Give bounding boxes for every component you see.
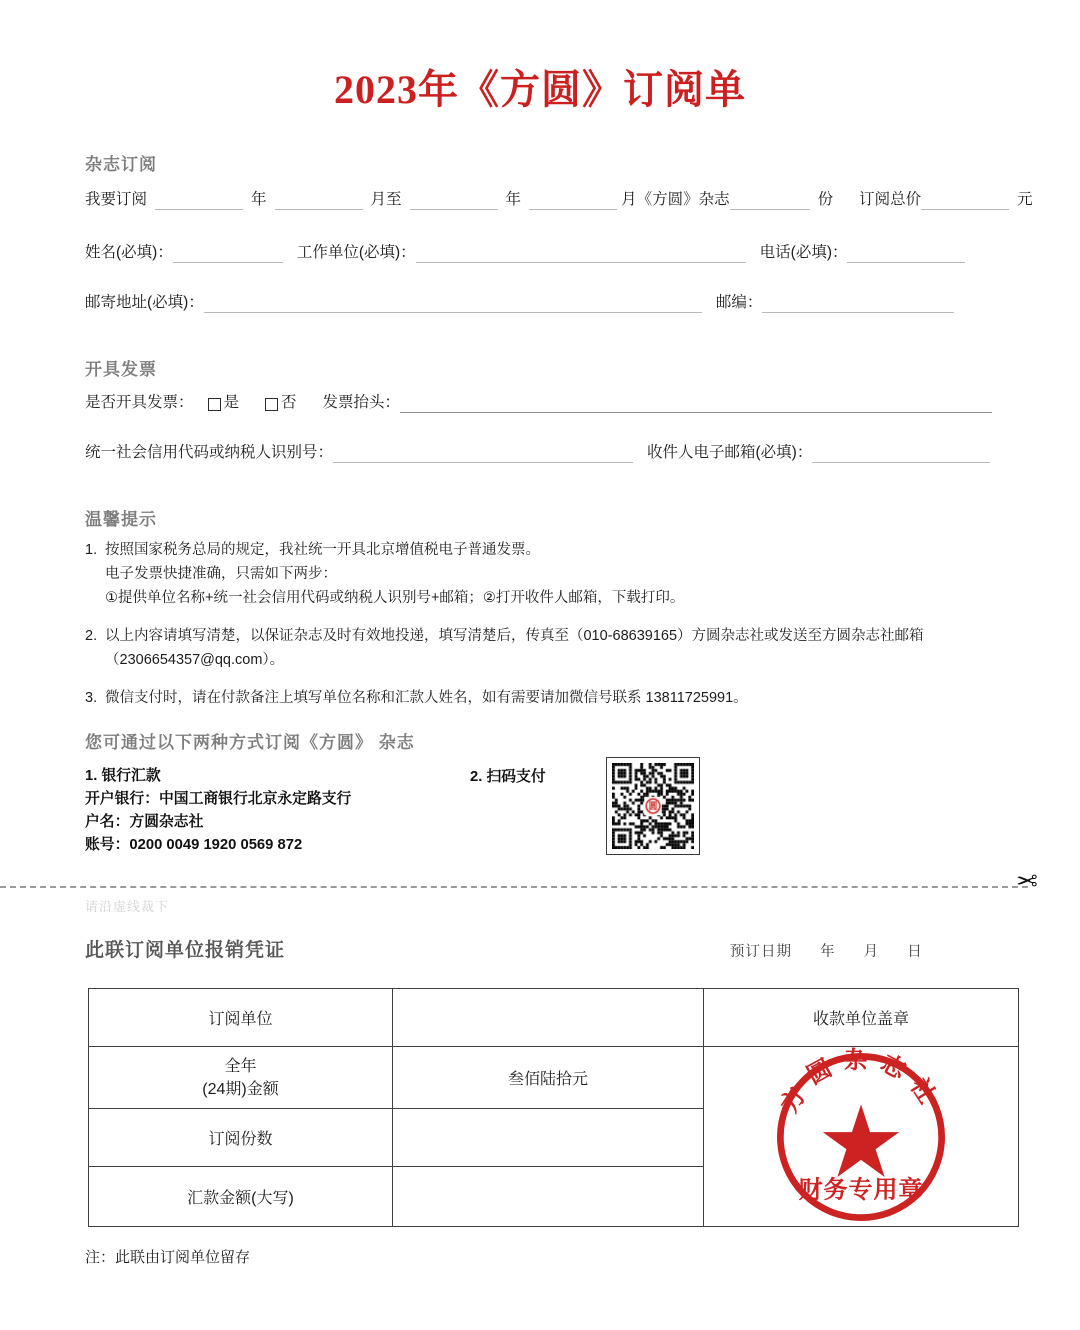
invoice-taxid-row: [85, 443, 990, 463]
tip-item: [85, 624, 924, 672]
table-row: [89, 1047, 1019, 1109]
copies-input[interactable]: [730, 193, 810, 210]
voucher-date-year[interactable]: 年: [820, 944, 836, 960]
annual-label-line2: (24期)金额: [202, 1080, 279, 1098]
bank-transfer-block: [85, 765, 351, 857]
subscribe-lead-label: 我要订阅: [85, 191, 148, 208]
total-price-unit: 元: [1017, 191, 1033, 208]
invoice-need-row: [85, 393, 992, 413]
copies-unit-label: 份: [817, 191, 834, 208]
invoice-yes-label: 是: [223, 394, 240, 411]
phone-input[interactable]: [847, 246, 965, 263]
end-year-input[interactable]: [410, 193, 498, 210]
cut-note-label: 请沿虚线裁下: [85, 899, 170, 914]
cell-subscriber-unit-label: 订阅单位: [89, 989, 393, 1047]
total-price-input[interactable]: [921, 193, 1009, 210]
start-month-input[interactable]: [275, 193, 363, 210]
tip-line: 电子发票快捷准确，只需如下两步：: [105, 566, 337, 582]
start-year-unit: 年: [251, 191, 267, 208]
voucher-date-label: 预订日期: [730, 944, 792, 960]
cell-remittance-label: 汇款金额(大写): [89, 1167, 393, 1227]
cell-stamp-area: [704, 1047, 1019, 1227]
voucher-footer-note: 注：此联由订阅单位留存: [85, 1249, 251, 1266]
tip-number: 2.: [85, 628, 98, 644]
phone-label: 电话(必填)：: [759, 244, 848, 261]
cell-annual-amount-label: [89, 1047, 393, 1109]
finance-seal-stamp: [765, 1041, 957, 1233]
tax-id-label: 统一社会信用代码或纳税人识别号：: [85, 444, 334, 461]
subscriber-info-row: [85, 243, 965, 263]
total-price-label: 订阅总价: [859, 191, 922, 208]
annual-label-line1: 全年: [224, 1057, 257, 1075]
section-heading-magazine-subscription: 杂志订阅: [85, 155, 157, 174]
postcode-input[interactable]: [762, 296, 954, 313]
mailing-address-input[interactable]: [204, 296, 702, 313]
invoice-title-label: 发票抬头：: [322, 394, 401, 411]
voucher-title: 此联订阅单位报销凭证: [85, 940, 286, 961]
start-month-unit: 月至: [370, 191, 402, 208]
tip-line: （2306654357@qq.com）。: [105, 652, 285, 668]
tip-item: [85, 538, 924, 610]
section-heading-payment-methods: 您可通过以下两种方式订阅《方圆》 杂志: [85, 733, 415, 752]
cell-remittance-value[interactable]: [393, 1167, 704, 1227]
voucher-date-month[interactable]: 月: [863, 944, 880, 960]
cell-copies-label: 订阅份数: [89, 1109, 393, 1167]
postcode-label: 邮编：: [715, 294, 763, 311]
section-heading-tips: 温馨提示: [85, 510, 157, 529]
section-heading-invoice: 开具发票: [85, 360, 157, 379]
reimbursement-table: [88, 988, 1019, 1227]
cut-dashed-line: [0, 886, 1028, 888]
scan-pay-title: 2. 扫码支付: [470, 769, 546, 785]
tip-line: 微信支付时，请在付款备注上填写单位名称和汇款人姓名，如有需要请加微信号联系 13811725991。: [105, 690, 748, 706]
scissors-icon: ✂: [1016, 866, 1038, 896]
invoice-yes-checkbox[interactable]: [208, 398, 221, 411]
bank-transfer-title: 1. 银行汇款: [85, 768, 161, 784]
cell-stamp-header: 收款单位盖章: [704, 989, 1019, 1047]
five-point-star-icon: [823, 1104, 899, 1177]
work-unit-input[interactable]: [416, 246, 746, 263]
page-title: 2023年《方圆》订阅单: [334, 67, 746, 112]
start-year-input[interactable]: [155, 193, 243, 210]
tip-line: 以上内容请填写清楚，以保证杂志及时有效地投递，填写清楚后，传真至（010-68639165）方圆杂志社或发送至方圆杂志社邮箱: [105, 628, 924, 644]
invoice-need-label: 是否开具发票：: [85, 394, 194, 411]
subscription-period-row: [85, 190, 1033, 210]
voucher-date-row: [730, 940, 923, 961]
account-number-line: 账号：0200 0049 1920 0569 872: [85, 837, 303, 853]
tip-line: ①提供单位名称+统一社会信用代码或纳税人识别号+邮箱；②打开收件人邮箱，下载打印。: [105, 590, 685, 606]
bank-name-line: 开户银行：中国工商银行北京永定路支行: [85, 791, 352, 807]
tip-line: 按照国家税务总局的规定，我社统一开具北京增值税电子普通发票。: [105, 542, 540, 558]
invoice-no-label: 否: [281, 394, 297, 411]
tips-list: [85, 538, 924, 710]
cell-copies-value[interactable]: [393, 1109, 704, 1167]
tip-number: 1.: [85, 542, 98, 558]
recipient-email-label: 收件人电子邮箱(必填)：: [647, 444, 813, 461]
cell-subscriber-unit-value[interactable]: [393, 989, 704, 1047]
table-row: [89, 989, 1019, 1047]
recipient-email-input[interactable]: [812, 446, 990, 463]
work-unit-label: 工作单位(必填)：: [296, 244, 416, 261]
stamp-arc-text: 方圆杂志社: [776, 1047, 946, 1118]
mailing-address-label: 邮寄地址(必填)：: [85, 294, 204, 311]
account-name-line: 户名：方圆杂志社: [85, 814, 204, 830]
end-year-unit: 年: [505, 191, 522, 208]
tax-id-input[interactable]: [333, 446, 633, 463]
name-label: 姓名(必填)：: [85, 244, 173, 261]
cell-annual-amount-value: 叁佰陆拾元: [393, 1047, 704, 1109]
qr-code-icon[interactable]: [606, 757, 700, 855]
end-month-input[interactable]: [529, 193, 617, 210]
mailing-info-row: [85, 293, 954, 313]
voucher-date-day[interactable]: 日: [907, 944, 923, 960]
tip-number: 3.: [85, 690, 98, 706]
invoice-title-input[interactable]: [400, 396, 992, 413]
stamp-bottom-text: 财务专用章: [798, 1176, 924, 1203]
invoice-no-checkbox[interactable]: [265, 398, 278, 411]
name-input[interactable]: [173, 246, 283, 263]
end-month-unit: 月《方圆》杂志: [621, 191, 730, 208]
tip-item: [85, 686, 924, 710]
